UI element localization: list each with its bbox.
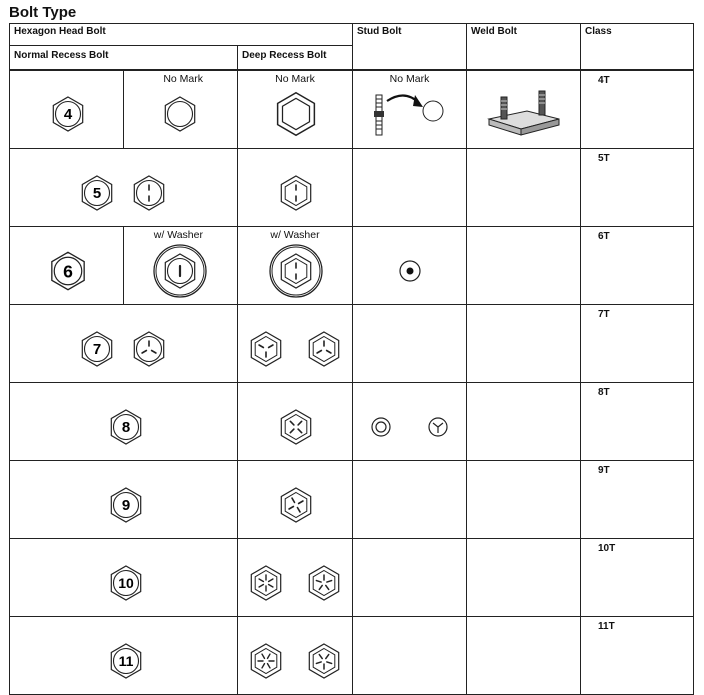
bolt-9-icon [10,461,237,538]
no-mark-label: No Mark [389,73,430,85]
class-cell: 6T [581,227,694,305]
bolt-8-icon [10,383,237,460]
deep-bolt-5-icon [238,149,352,226]
class-cell: 4T [581,70,694,149]
weld-bolt-cell [467,383,581,461]
bolt-11-icon [10,617,237,694]
weld-bolt-cell [467,149,581,227]
deep-recess-cell [238,617,353,695]
deep-bolt-7-icon [238,305,352,382]
bolt-5-icon [10,149,237,226]
weld-bolt-cell [467,227,581,305]
normal-recess-cell [10,539,238,617]
class-cell: 5T [581,149,694,227]
stud-bolt-cell [353,617,467,695]
header-weld-bolt: Weld Bolt [467,24,581,71]
weld-bolt-cell [467,70,581,149]
no-mark-label: No Mark [275,73,315,85]
normal-recess-cell [10,227,124,305]
deep-bolt-10-icon [238,539,352,616]
table-row-5t [10,149,694,227]
bolt-type-table [9,23,694,695]
stud-bolt-cell [353,383,467,461]
weld-bolt-cell [467,617,581,695]
header-stud-bolt: Stud Bolt [353,24,467,71]
stud-bolt-cell [353,539,467,617]
normal-recess-cell [10,617,238,695]
deep-recess-cell [238,461,353,539]
svg-text:4: 4 [63,106,73,123]
deep-recess-cell [238,305,353,383]
deep-bolt-8-icon [238,383,352,460]
weld-bolt-cell [467,305,581,383]
weld-bolt-cell [467,461,581,539]
plain-hex-bolt-icon [124,71,237,148]
class-cell: 11T [581,617,694,695]
stud-bolt-cell [353,305,467,383]
deep-recess-cell [238,149,353,227]
table-row-6t [10,227,694,305]
class-cell: 9T [581,461,694,539]
deep-recess-cell [238,383,353,461]
normal-recess-nomark-cell [124,70,238,149]
class-cell: 10T [581,539,694,617]
deep-bolt-11-icon [238,617,352,694]
svg-text:8: 8 [121,419,131,436]
svg-text:7: 7 [92,341,102,358]
deep-washer-bolt-icon [238,227,352,304]
stud-bolt-cell [353,461,467,539]
class-cell: 8T [581,383,694,461]
normal-recess-cell [10,383,238,461]
stud-bolt-cell [353,70,467,149]
stud-bolt-arrow-icon [353,71,466,148]
header-class: Class [581,24,694,71]
stud-bolt-dot-icon [353,227,466,304]
bolt-10-icon [10,539,237,616]
stud-bolt-ring-icon [353,383,466,460]
deep-recess-cell [238,227,353,305]
washer-bolt-icon [124,227,237,304]
normal-recess-washer-cell [124,227,238,305]
table-row-9t [10,461,694,539]
deep-recess-cell [238,539,353,617]
svg-text:6: 6 [63,261,73,282]
table-row-8t [10,383,694,461]
svg-text:10: 10 [118,575,134,591]
class-cell: 7T [581,305,694,383]
svg-text:9: 9 [121,497,131,514]
bolt-4-icon [10,71,123,148]
stud-bolt-cell [353,149,467,227]
normal-recess-cell [10,461,238,539]
bolt-6-icon [10,227,123,304]
page-title: Bolt Type [9,4,77,21]
table-row-7t [10,305,694,383]
header-deep-recess-bolt: Deep Recess Bolt [238,46,353,71]
no-mark-label: No Mark [163,73,203,85]
stud-bolt-cell [353,227,467,305]
table-row-10t [10,539,694,617]
normal-recess-cell [10,305,238,383]
header-normal-recess-bolt: Normal Recess Bolt [10,46,238,71]
with-washer-label: w/ Washer [270,229,320,241]
weld-bolt-cell [467,539,581,617]
deep-bolt-9-icon [238,461,352,538]
table-row-4t [10,70,694,149]
deep-hex-bolt-icon [238,71,352,148]
with-washer-label: w/ Washer [153,229,203,241]
header-hexagon-head-bolt: Hexagon Head Bolt [10,24,353,46]
normal-recess-cell [10,149,238,227]
table-row-11t [10,617,694,695]
svg-text:11: 11 [118,653,134,669]
normal-recess-cell [10,70,124,149]
bolt-7-icon [10,305,237,382]
svg-text:5: 5 [92,185,102,202]
weld-bolt-icon [467,71,580,148]
deep-recess-cell [238,70,353,149]
